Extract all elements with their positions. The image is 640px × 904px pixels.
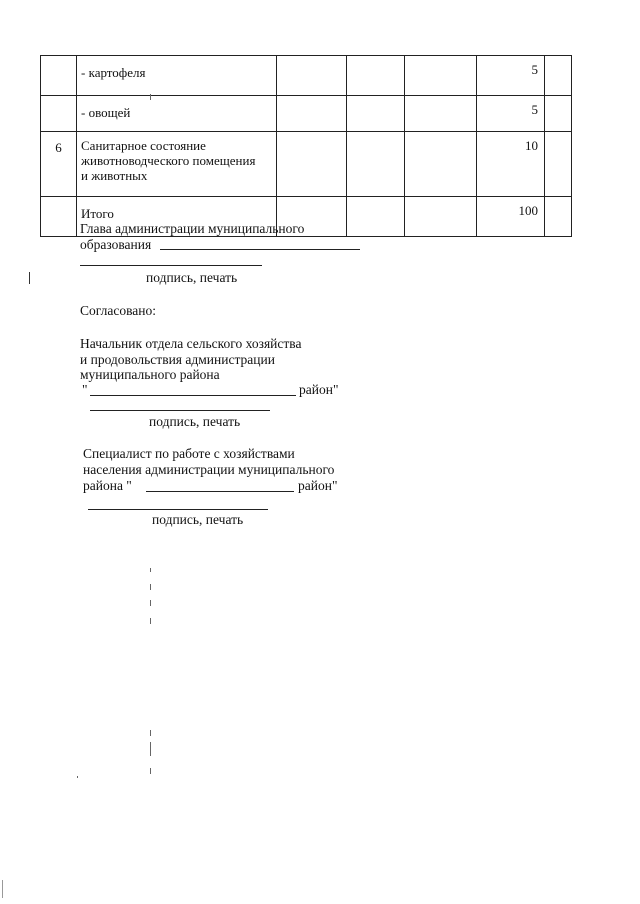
agri-title-line1: Начальник отдела сельского хозяйства <box>80 336 302 351</box>
empty-cell <box>405 56 477 96</box>
spec-signature-caption: подпись, печать <box>152 512 244 527</box>
row-number <box>41 96 77 132</box>
row-score: 5 <box>477 56 545 96</box>
scan-artifact <box>150 730 151 736</box>
head-name-line <box>160 249 360 250</box>
empty-cell <box>347 96 405 132</box>
scan-artifact <box>77 776 78 778</box>
head-signature-caption: подпись, печать <box>146 270 238 285</box>
agri-title-line3: муниципального района <box>80 367 220 382</box>
score-table <box>40 55 572 237</box>
row-label: - овощей <box>77 96 277 132</box>
spec-title-line2: населения администрации муниципального <box>83 462 335 477</box>
agri-signature-caption: подпись, печать <box>149 414 241 429</box>
spec-signature-line <box>88 509 268 510</box>
spec-title-line1: Специалист по работе с хозяйствами <box>83 446 295 461</box>
scan-artifact <box>150 742 151 756</box>
head-title-line2: образования <box>80 237 152 252</box>
empty-cell <box>405 96 477 132</box>
empty-cell <box>277 132 347 197</box>
total-label: Итого <box>77 197 277 237</box>
head-title-line1: Глава администрации муниципального <box>80 221 305 236</box>
row-label: - картофеля <box>77 56 277 96</box>
empty-cell <box>545 96 572 132</box>
table-row <box>41 96 572 132</box>
spec-district-suffix: район" <box>298 478 338 493</box>
empty-cell <box>545 197 572 237</box>
agri-district-line <box>90 395 296 396</box>
approved-heading: Согласовано: <box>80 303 156 318</box>
scan-artifact <box>2 880 3 898</box>
spec-title-line3-prefix: района " <box>83 478 132 493</box>
empty-cell <box>277 96 347 132</box>
empty-cell <box>545 56 572 96</box>
row-number <box>41 56 77 96</box>
agri-quote-open: " <box>82 382 88 397</box>
empty-cell <box>347 197 405 237</box>
empty-cell <box>347 56 405 96</box>
table-row <box>41 132 572 197</box>
scan-artifact <box>150 768 151 774</box>
row-label-line: животноводческого помещения <box>81 153 256 168</box>
row-label-line: и животных <box>81 168 148 183</box>
table-row <box>41 56 572 96</box>
head-signature-line <box>80 265 262 266</box>
scan-artifact <box>150 584 151 590</box>
agri-title-line2: и продовольствия администрации <box>80 352 275 367</box>
scan-artifact <box>150 600 151 606</box>
empty-cell <box>405 197 477 237</box>
empty-cell <box>277 56 347 96</box>
row-number: 6 <box>41 132 77 197</box>
row-label <box>77 132 277 197</box>
scan-artifact <box>150 618 151 624</box>
row-label-line: Санитарное состояние <box>81 138 206 153</box>
row-score: 10 <box>477 132 545 197</box>
row-score: 5 <box>477 96 545 132</box>
spec-district-line <box>146 491 294 492</box>
scan-artifact <box>150 94 151 100</box>
empty-cell <box>545 132 572 197</box>
empty-cell <box>347 132 405 197</box>
agri-signature-line <box>90 410 270 411</box>
scan-artifact <box>29 272 30 284</box>
total-score: 100 <box>477 197 545 237</box>
agri-district-suffix: район" <box>299 382 339 397</box>
row-number <box>41 197 77 237</box>
empty-cell <box>405 132 477 197</box>
scan-artifact <box>150 568 151 572</box>
